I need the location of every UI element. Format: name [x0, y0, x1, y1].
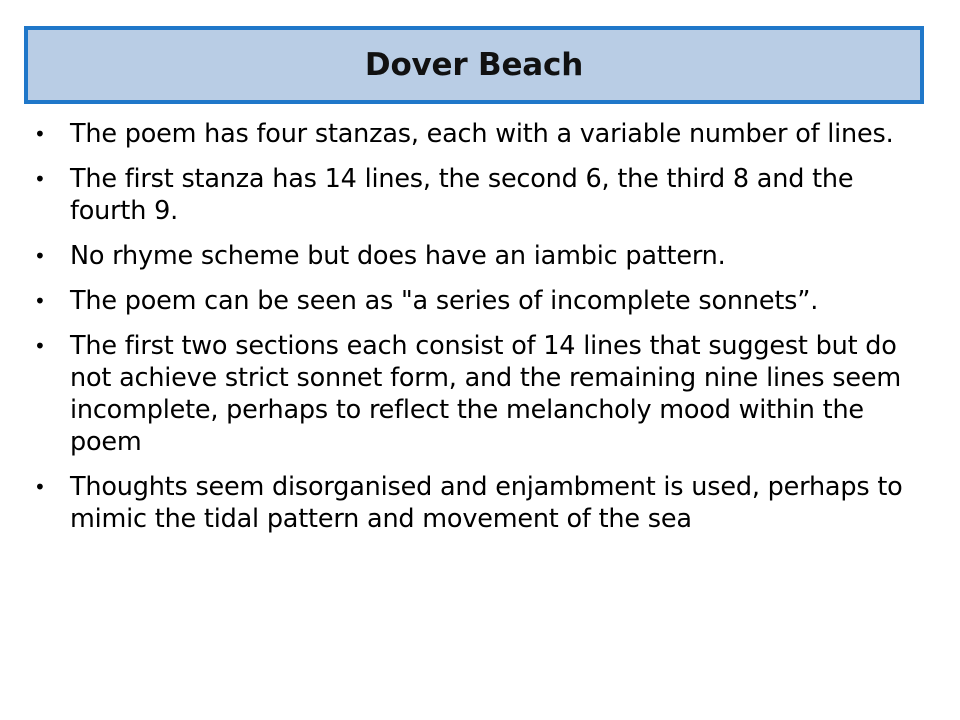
bullet-item-3	[34, 240, 914, 272]
bullet-item-4	[34, 285, 914, 317]
bullet-icon: •	[34, 334, 46, 358]
bullet-icon: •	[34, 122, 46, 146]
bullet-text: No rhyme scheme but does have an iambic pattern.	[70, 241, 726, 271]
bullet-text: Thoughts seem disorganised and enjambment is used, perhaps to mimic the tidal pattern and movement of the sea	[70, 472, 903, 534]
title-box	[24, 26, 924, 104]
bullet-text: The first stanza has 14 lines, the second 6, the third 8 and the fourth 9.	[70, 164, 854, 226]
bullet-icon: •	[34, 244, 46, 268]
bullet-icon: •	[34, 167, 46, 191]
bullet-item-5	[34, 330, 914, 458]
bullet-text: The first two sections each consist of 14 lines that suggest but do not achieve strict sonnet form, and the remaining nine lines seem incomplete, perhaps to reflect the melancholy mood within the poem	[70, 331, 901, 457]
bullet-list	[34, 118, 914, 548]
bullet-text: The poem can be seen as "a series of incomplete sonnets”.	[70, 286, 819, 316]
bullet-item-6	[34, 471, 914, 535]
bullet-item-2	[34, 163, 914, 227]
bullet-icon: •	[34, 289, 46, 313]
bullet-item-1	[34, 118, 914, 150]
slide-title: Dover Beach	[364, 47, 584, 83]
bullet-text: The poem has four stanzas, each with a variable number of lines.	[70, 119, 894, 149]
bullet-icon: •	[34, 475, 46, 499]
